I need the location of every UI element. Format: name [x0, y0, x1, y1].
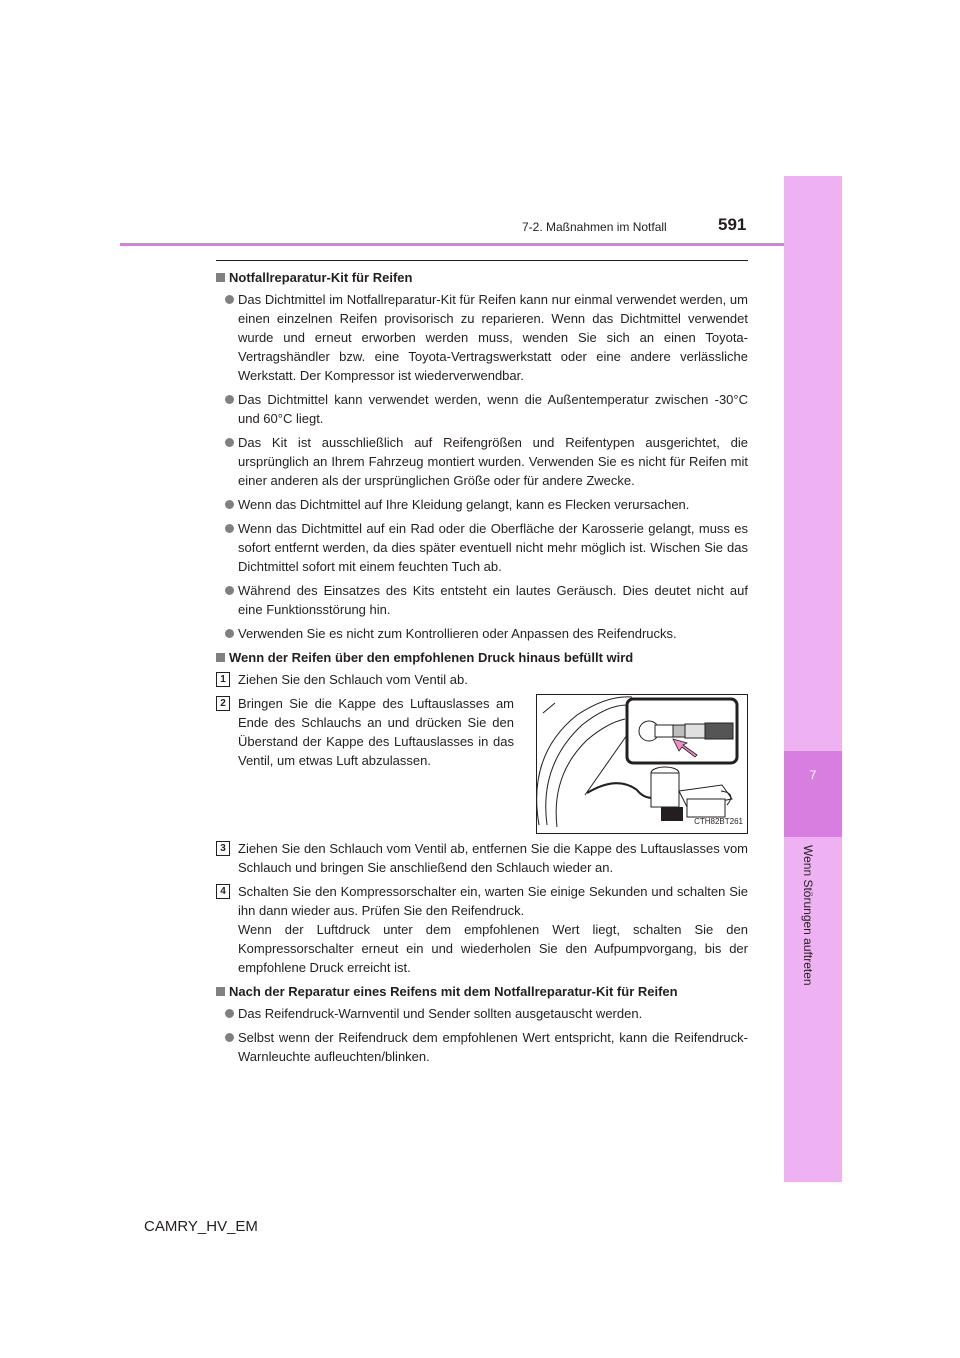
procedure-step: 3 Ziehen Sie den Schlauch vom Ventil ab, entfernen Sie die Kappe des Luftauslasses vom Schlauch und bringen Sie anschließend den Schlauch wieder an.: [216, 839, 748, 877]
list-item: Das Reifendruck-Warnventil und Sender sollten ausgetauscht werden.: [216, 1004, 748, 1023]
section-heading: Nach der Reparatur eines Reifens mit dem Notfallreparatur-Kit für Reifen: [216, 982, 748, 1001]
figure-code: CTH82BT261: [694, 817, 743, 826]
chapter-number: 7: [809, 768, 817, 782]
round-bullet-icon: [225, 629, 234, 638]
round-bullet-icon: [225, 586, 234, 595]
procedure-step: 4 Schalten Sie den Kompressorschalter ein, warten Sie einige Sekunden und schalten Sie ihn dann wieder aus. Prüfen Sie den Reifendruck. Wenn der Luftdruck unter dem empfohlenen Wert liegt, schalten Sie den Kompressorschalter erneut ein und wiederholen Sie den Aufpumpvorgang, bis der empfohlene Druck erreicht ist.: [216, 882, 748, 977]
procedure-step: 1 Ziehen Sie den Schlauch vom Ventil ab.: [216, 670, 748, 689]
list-item: Das Kit ist ausschließlich auf Reifengrößen und Reifentypen ausgerichtet, die ursprünglich an Ihrem Fahrzeug montiert wurden. Verwenden Sie es nicht für Reifen mit einer anderen als der ursprünglichen Größe oder für andere Zwecke.: [216, 433, 748, 490]
procedure-step: 2 Bringen Sie die Kappe des Luftauslasses am Ende des Schlauchs an und drücken Sie den Überstand der Kappe des Luftauslasses in das Ventil, um etwas Luft abzulassen. CTH82BT261: [216, 694, 748, 834]
round-bullet-icon: [225, 1033, 234, 1042]
page-content: [216, 268, 748, 1071]
chapter-side-tab: [784, 176, 842, 1182]
step-number: 4: [216, 884, 230, 899]
section-heading: Notfallreparatur-Kit für Reifen: [216, 268, 748, 287]
square-bullet-icon: [216, 987, 225, 996]
square-bullet-icon: [216, 653, 225, 662]
valve-illustration: [536, 694, 748, 834]
header-divider: [120, 243, 784, 246]
chapter-tab-highlight: [784, 751, 842, 837]
step-number: 3: [216, 841, 230, 856]
list-item: Wenn das Dichtmittel auf ein Rad oder die Oberfläche der Karosserie gelangt, muss es sofort entfernt werden, da dies später eventuell nicht mehr möglich ist. Wischen Sie das Dichtmittel sofort mit einem feuchten Tuch ab.: [216, 519, 748, 576]
round-bullet-icon: [225, 438, 234, 447]
footer-model-code: CAMRY_HV_EM: [144, 1218, 258, 1235]
content-top-rule: [216, 260, 748, 261]
round-bullet-icon: [225, 524, 234, 533]
round-bullet-icon: [225, 1009, 234, 1018]
step-number: 2: [216, 696, 230, 711]
list-item: Während des Einsatzes des Kits entsteht ein lautes Geräusch. Dies deutet nicht auf eine Funktionsstörung hin.: [216, 581, 748, 619]
square-bullet-icon: [216, 273, 225, 282]
list-item: Wenn das Dichtmittel auf Ihre Kleidung gelangt, kann es Flecken verursachen.: [216, 495, 748, 514]
list-item: Verwenden Sie es nicht zum Kontrollieren oder Anpassen des Reifendrucks.: [216, 624, 748, 643]
round-bullet-icon: [225, 295, 234, 304]
list-item: Selbst wenn der Reifendruck dem empfohlenen Wert entspricht, kann die Reifendruck-Warnleuchte aufleuchten/blinken.: [216, 1028, 748, 1066]
step-number: 1: [216, 672, 230, 687]
round-bullet-icon: [225, 395, 234, 404]
list-item: Das Dichtmittel im Notfallreparatur-Kit für Reifen kann nur einmal verwendet werden, um einen einzelnen Reifen provisorisch zu reparieren. Wenn das Dichtmittel verwendet wurde und erneut erworben werden muss, wenden Sie sich an einen Toyota-Vertragshändler bzw. eine Toyota-Vertragswerkstatt oder eine andere verlässliche Werkstatt. Der Kompressor ist wiederverwendbar.: [216, 290, 748, 385]
round-bullet-icon: [225, 500, 234, 509]
page-number: 591: [718, 215, 747, 234]
header-section-title: 7-2. Maßnahmen im Notfall: [522, 220, 667, 234]
section-heading: Wenn der Reifen über den empfohlenen Druck hinaus befüllt wird: [216, 648, 748, 667]
chapter-title: Wenn Störungen auftreten: [801, 845, 815, 986]
list-item: Das Dichtmittel kann verwendet werden, wenn die Außentemperatur zwischen -30°C und 60°C liegt.: [216, 390, 748, 428]
